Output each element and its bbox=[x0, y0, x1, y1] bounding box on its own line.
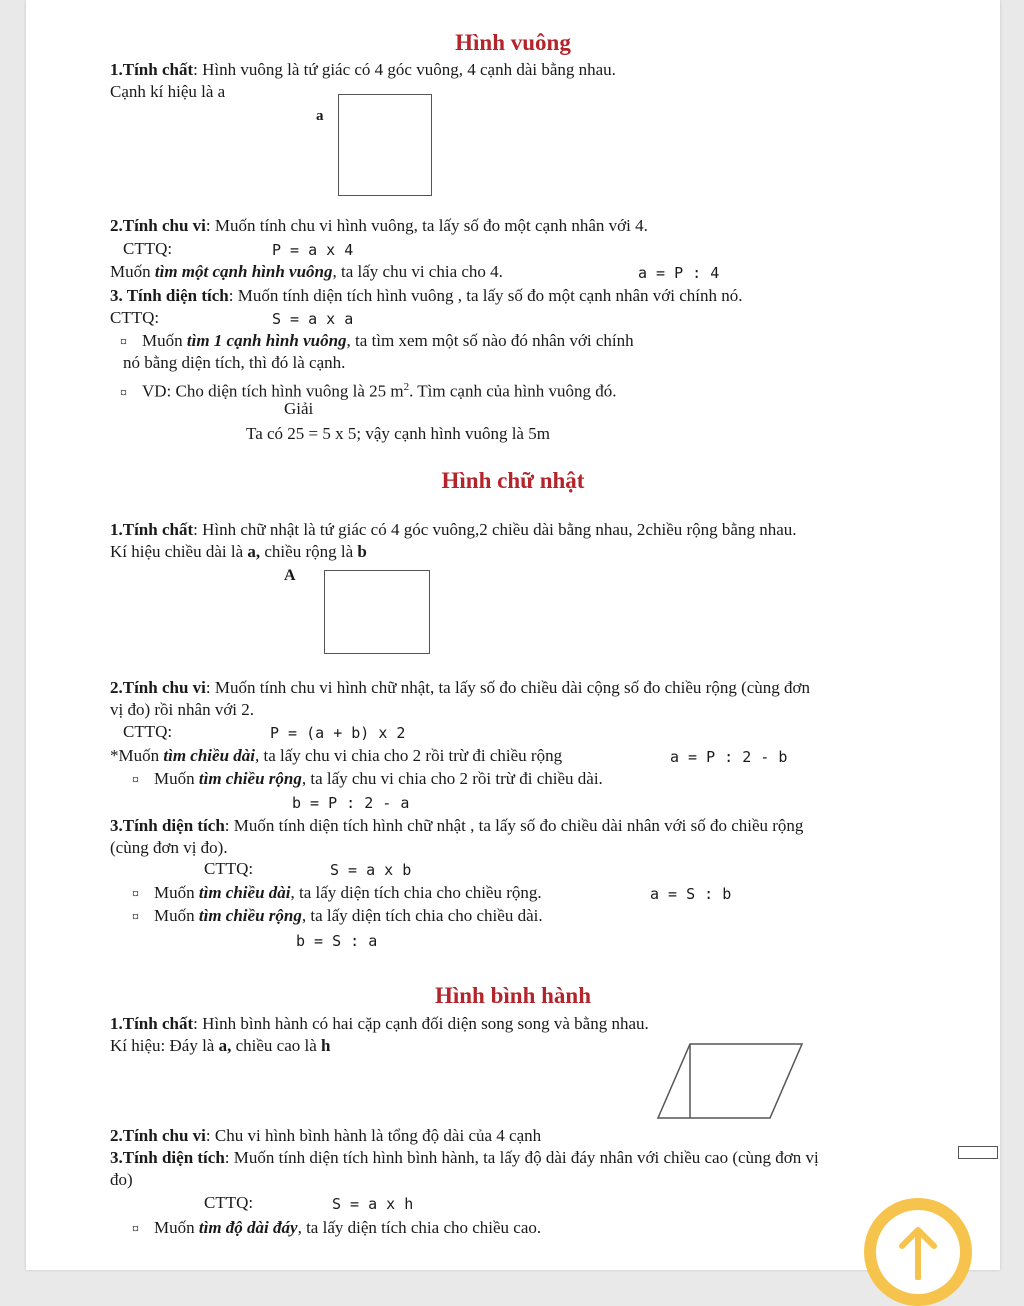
parallelogram-cttq-label: CTTQ: bbox=[204, 1193, 254, 1212]
rectangle-area-find-length-formula: a = S : b bbox=[650, 885, 732, 903]
square-solution-text: Ta có 25 = 5 x 5; vậy cạnh hình vuông là 5m bbox=[246, 424, 550, 443]
arrow-up-icon bbox=[894, 1224, 942, 1280]
rectangle-notation: Kí hiệu chiều dài là a, chiều rộng là b bbox=[110, 542, 367, 561]
parallelogram-area-formula: S = a x h bbox=[332, 1195, 414, 1213]
parallelogram-find-base: ¤ Muốn tìm độ dài đáy, ta lấy diện tích chia cho chiều cao. bbox=[132, 1218, 541, 1240]
rectangle-cttq2-label: CTTQ: bbox=[204, 859, 254, 878]
rectangle-perimeter-rule: 2.Tính chu vi: Muốn tính chu vi hình chữ nhật, ta lấy số đo chiều dài cộng số đo chiều rộng (cùng đơn bbox=[110, 678, 811, 697]
square-find-side-by-area-cont: nó bằng diện tích, thì đó là cạnh. bbox=[123, 353, 346, 372]
bullet-icon: ¤ bbox=[132, 1222, 139, 1237]
rectangle-area-formula: S = a x b bbox=[330, 861, 412, 879]
bullet-icon: ¤ bbox=[120, 385, 127, 401]
rectangle-perimeter-formula: P = (a + b) x 2 bbox=[270, 724, 406, 742]
square-figure bbox=[338, 94, 432, 196]
square-heading: Hình vuông bbox=[455, 30, 571, 55]
bullet-icon: ¤ bbox=[120, 335, 127, 350]
parallelogram-area-rule: 3.Tính diện tích: Muốn tính diện tích hình bình hành, ta lấy độ dài đáy nhân với chiều cao (cùng đơn vị bbox=[110, 1148, 819, 1167]
parallelogram-notation: Kí hiệu: Đáy là a, chiều cao là h bbox=[110, 1036, 331, 1055]
rectangle-property: 1.Tính chất: Hình chữ nhật là tứ giác có 4 góc vuông,2 chiều dài bằng nhau, 2chiều rộng bằng nhau. bbox=[110, 520, 797, 539]
document-page bbox=[26, 0, 1000, 1270]
parallelogram-property: 1.Tính chất: Hình bình hành có hai cặp cạnh đối diện song song và bằng nhau. bbox=[110, 1014, 649, 1033]
square-find-side-by-area: ¤ Muốn tìm 1 cạnh hình vuông, ta tìm xem một số nào đó nhân với chính bbox=[120, 331, 634, 353]
parallelogram-area-rule-cont: đo) bbox=[110, 1170, 133, 1189]
rectangle-figure bbox=[324, 570, 430, 654]
square-example: ¤ VD: Cho diện tích hình vuông là 25 $m^2$. Tìm cạnh của hình vuông đó. bbox=[120, 377, 617, 404]
scroll-to-top-button[interactable] bbox=[864, 1198, 972, 1306]
parallelogram-figure bbox=[656, 1040, 816, 1124]
rectangle-find-width: ¤ Muốn tìm chiều rộng, ta lấy chu vi chia cho 2 rồi trừ đi chiều dài. bbox=[132, 769, 603, 791]
bullet-icon: ¤ bbox=[132, 773, 139, 788]
square-side-note: Cạnh kí hiệu là a bbox=[110, 82, 226, 101]
rectangle-area-rule-cont: (cùng đơn vị đo). bbox=[110, 838, 228, 857]
square-cttq-label: CTTQ: bbox=[123, 239, 173, 258]
rectangle-area-find-width-formula: b = S : a bbox=[296, 932, 378, 950]
rectangle-perimeter-rule-cont: vị đo) rồi nhân với 2. bbox=[110, 700, 255, 719]
square-area-formula: S = a x a bbox=[272, 310, 354, 328]
rectangle-area-rule: 3.Tính diện tích: Muốn tính diện tích hình chữ nhật , ta lấy số đo chiều dài nhân với số đo chiều rộng bbox=[110, 816, 804, 835]
rectangle-find-width-formula: b = P : 2 - a bbox=[292, 794, 410, 812]
rectangle-area-find-length: ¤ Muốn tìm chiều dài, ta lấy diện tích chia cho chiều rộng. bbox=[132, 883, 542, 905]
rectangle-find-length-formula: a = P : 2 - b bbox=[670, 748, 788, 766]
small-rectangle-figure bbox=[958, 1146, 998, 1159]
square-perimeter-rule: 2.Tính chu vi: Muốn tính chu vi hình vuông, ta lấy số đo một cạnh nhân với 4. bbox=[110, 216, 648, 235]
rectangle-figure-label: A bbox=[284, 567, 296, 584]
rectangle-heading: Hình chữ nhật bbox=[441, 468, 585, 493]
square-perimeter-formula: P = a x 4 bbox=[272, 241, 354, 259]
square-cttq2-label: CTTQ: bbox=[110, 308, 160, 327]
square-solution-label: Giải bbox=[284, 399, 314, 418]
square-property: 1.Tính chất: Hình vuông là tứ giác có 4 góc vuông, 4 cạnh dài bằng nhau. bbox=[110, 60, 616, 79]
bullet-icon: ¤ bbox=[132, 910, 139, 925]
rectangle-find-length: *Muốn tìm chiều dài, ta lấy chu vi chia cho 2 rồi trừ đi chiều rộng bbox=[110, 746, 563, 765]
parallelogram-perimeter-rule: 2.Tính chu vi: Chu vi hình bình hành là tổng độ dài của 4 cạnh bbox=[110, 1126, 542, 1145]
square-figure-label: a bbox=[316, 108, 324, 124]
rectangle-area-find-width: ¤ Muốn tìm chiều rộng, ta lấy diện tích chia cho chiều dài. bbox=[132, 906, 543, 928]
bullet-icon: ¤ bbox=[132, 887, 139, 902]
parallelogram-heading: Hình bình hành bbox=[434, 983, 591, 1008]
rectangle-cttq-label: CTTQ: bbox=[123, 722, 173, 741]
square-area-rule: 3. Tính diện tích: Muốn tính diện tích hình vuông , ta lấy số đo một cạnh nhân với chính nó. bbox=[110, 286, 743, 305]
square-find-side-formula: a = P : 4 bbox=[638, 264, 720, 282]
square-find-side: Muốn tìm một cạnh hình vuông, ta lấy chu vi chia cho 4. bbox=[110, 262, 503, 281]
